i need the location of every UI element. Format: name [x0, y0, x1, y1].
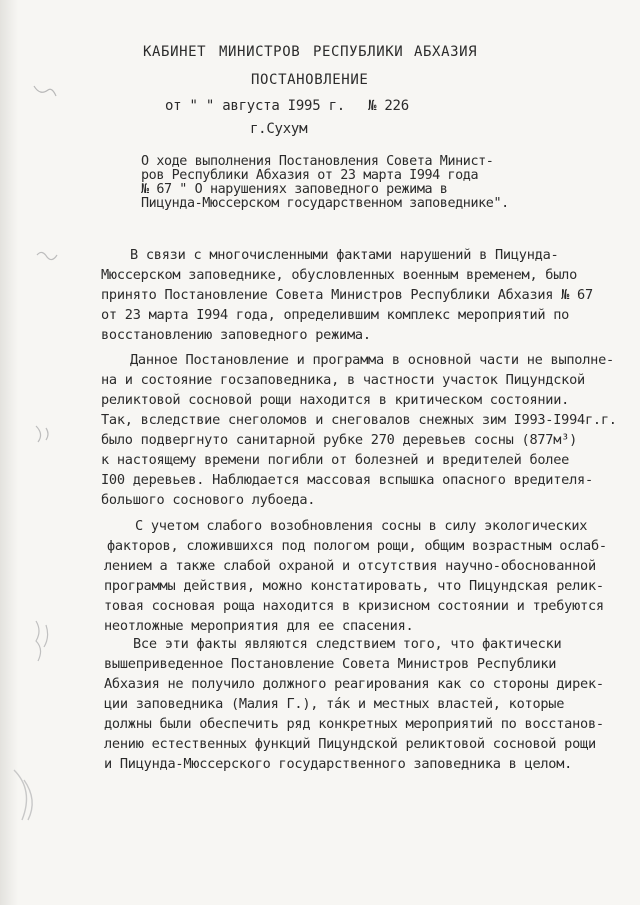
header-org-1: КАБИНЕТ — [143, 44, 207, 60]
body-line: на и состояние госзаповедника, в частности участок Пицундской — [101, 372, 585, 388]
body-line: лением а также слабой охраной и отсутствия научно-обоснованной — [104, 558, 596, 574]
body-line: принято Постановление Совета Министров Республики Абхазия № 67 — [101, 287, 593, 303]
body-line: Мюссерском заповеднике, обусловленных военным временем, было — [101, 267, 578, 283]
body-line: от 23 марта I994 года, определившим комплекс мероприятий по — [101, 307, 570, 323]
doc-number: № 226 — [368, 98, 409, 114]
body-line: ции заповедника (Малия Г.), та́к и местных властей, которые — [104, 696, 565, 712]
body-line: было подвергнуто санитарной рубке 270 деревьев сосны (877м³) — [101, 432, 578, 448]
body-line: и Пицунда-Мюссерского государственного заповедника в целом. — [104, 756, 573, 772]
body-line: должны были обеспечить ряд конкретных мероприятий по восстанов- — [104, 716, 604, 732]
scan-mark — [28, 615, 62, 675]
header-org-3: РЕСПУБЛИКИ — [313, 44, 404, 60]
subject-line: № 67 " О нарушениях заповедного режима в — [141, 182, 448, 197]
body-line: товая сосновая роща находится в кризисном состоянии и требуются — [104, 598, 604, 614]
scan-mark — [30, 420, 60, 450]
body-line: факторов, сложившихся под пологом рощи, общим возрастным ослаб- — [107, 538, 607, 554]
body-line: В связи с многочисленными фактами нарушений в Пицунда- — [130, 247, 559, 263]
header-org-2: МИНИСТРОВ — [219, 44, 301, 60]
scan-mark — [32, 245, 62, 275]
doc-type: ПОСТАНОВЛЕНИЕ — [251, 72, 369, 88]
header-org-4: АБХАЗИЯ — [414, 44, 478, 60]
place: г.Сухум — [250, 121, 308, 137]
scan-mark — [10, 760, 50, 840]
body-line: I00 деревьев. Наблюдается массовая вспышка опасного вредителя- — [101, 472, 593, 488]
body-line: вышеприведенное Постановление Совета Министров Республики — [104, 656, 557, 672]
body-line: программы действия, можно констатировать, что Пицундская релик- — [104, 578, 604, 594]
subject-line: О ходе выполнения Постановления Совета Минист- — [141, 154, 494, 169]
body-line: лению естественных функций Пицундской реликтовой сосновой рощи — [104, 736, 596, 752]
body-line: Абхазия не получило должного реагирования как со стороны дирек- — [104, 676, 604, 692]
subject-line: ров Республики Абхазия от 23 марта I994 года — [141, 168, 479, 183]
body-line: Все эти факты являются следствием того, что фактически — [133, 636, 562, 652]
date-line: от " " августа I995 г. — [165, 98, 345, 114]
scan-mark — [30, 80, 60, 110]
body-line: большого соснового лубоеда. — [101, 492, 316, 508]
subject-line: Пицунда-Мюссерском государственном заповеднике". — [141, 196, 509, 211]
body-line: к настоящему времени погибли от болезней и вредителей более — [101, 452, 570, 468]
body-line: Данное Постановление и программа в основной части не выполне- — [130, 352, 614, 368]
body-line: Так, вследствие снеголомов и снеговалов снежных зим I993-I994г.г. — [101, 412, 617, 428]
body-line: неотложные мероприятия для ее спасения. — [104, 618, 414, 634]
body-line: восстановлению заповедного режима. — [101, 327, 371, 343]
body-line: реликтовой сосновой рощи находится в критическом состоянии. — [101, 392, 570, 408]
body-line: С учетом слабого возобновления сосны в силу экологических — [135, 518, 588, 534]
